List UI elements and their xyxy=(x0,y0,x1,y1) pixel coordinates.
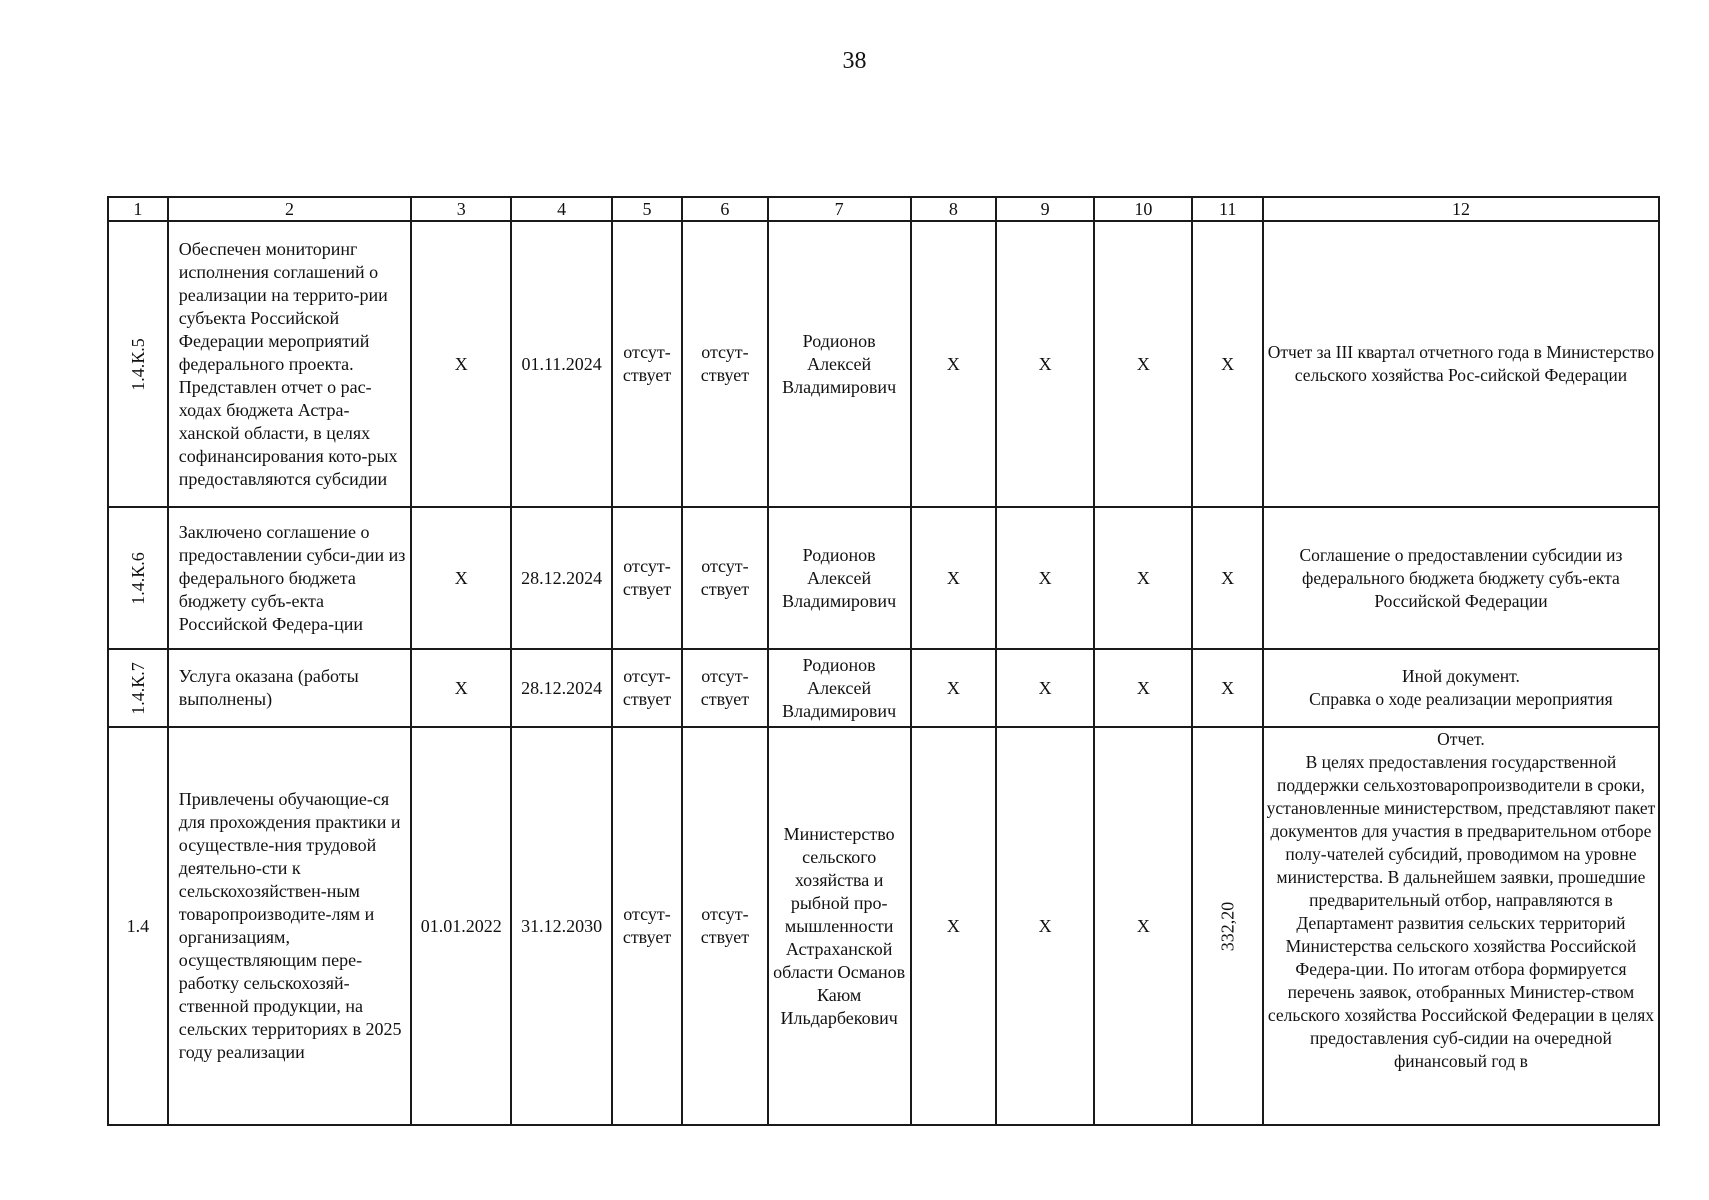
col11-cell: X xyxy=(1192,649,1262,727)
col5-cell: отсут-ствует xyxy=(612,649,682,727)
header-cell: 1 xyxy=(108,197,168,221)
responsible-cell: Родионов Алексей Владимирович xyxy=(768,221,911,507)
header-cell: 7 xyxy=(768,197,911,221)
table-row xyxy=(108,649,1659,727)
row-code-cell xyxy=(108,649,168,727)
col11-cell: X xyxy=(1192,507,1262,649)
result-cell: Привлечены обучающие-ся для прохождения практики и осуществле-ния трудовой деятельно-сти к сельскохозяйствен-ным товаропроизводите-лям и организациям, осуществляющим пере-работку сельскохозяй-ственной продукции, на сельских территориях в 2025 году реализации xyxy=(168,727,411,1125)
document-title: Отчет. xyxy=(1437,729,1485,749)
document-text: Справка о ходе реализации мероприятия xyxy=(1309,689,1613,709)
table-row xyxy=(108,221,1659,507)
end-date-cell: 31.12.2030 xyxy=(511,727,611,1125)
header-cell: 11 xyxy=(1192,197,1262,221)
col8-cell: X xyxy=(911,507,996,649)
col9-cell: X xyxy=(996,221,1094,507)
page-number: 38 xyxy=(842,48,867,74)
col6-cell: отсут-ствует xyxy=(682,727,767,1125)
col11-cell xyxy=(1192,727,1262,1125)
header-cell: 4 xyxy=(511,197,611,221)
col11-cell: X xyxy=(1192,221,1262,507)
header-cell: 12 xyxy=(1263,197,1659,221)
start-date-cell: X xyxy=(411,649,511,727)
row-code: 1.4.К.6 xyxy=(127,551,148,605)
table-row xyxy=(108,507,1659,649)
col10-cell: X xyxy=(1094,221,1192,507)
col9-cell: X xyxy=(996,649,1094,727)
end-date-cell: 28.12.2024 xyxy=(511,507,611,649)
header-cell: 2 xyxy=(168,197,411,221)
col8-cell: X xyxy=(911,727,996,1125)
table-row xyxy=(108,727,1659,1125)
col10-cell: X xyxy=(1094,649,1192,727)
responsible-cell: Министерство сельского хозяйства и рыбной про-мышленности Астраханской области Османов Каюм Ильдарбекович xyxy=(768,727,911,1125)
end-date-cell: 28.12.2024 xyxy=(511,649,611,727)
row-code: 1.4.К.7 xyxy=(127,661,148,715)
end-date-cell: 01.11.2024 xyxy=(511,221,611,507)
responsible-cell: Родионов Алексей Владимирович xyxy=(768,649,911,727)
start-date-cell: X xyxy=(411,507,511,649)
result-cell: Обеспечен мониторинг исполнения соглашений о реализации на террито-рии субъекта Российской Федерации мероприятий федерального проекта. Представлен отчет о рас-ходах бюджета Астра-ханской области, в целях софинансирования кото-рых предоставляются субсидии xyxy=(168,221,411,507)
start-date-cell: 01.01.2022 xyxy=(411,727,511,1125)
result-cell: Заключено соглашение о предоставлении субси-дии из федерального бюджета бюджету субъ-екта Российской Федера-ции xyxy=(168,507,411,649)
document-text: В целях предоставления государственной поддержки сельхозтоваропроизводители в сроки, установленные министерством, представляют пакет документов для участия в предварительном отборе полу-чателей субсидий, проводимом на уровне министерства. В дальнейшем заявки, прошедшие предварительный отбор, направляются в Департамент развития сельских территорий Министерства сельского хозяйства Российской Федера-ции. По итогам отбора формируется перечень заявок, отобранных Министер-ством сельского хозяйства Российской Федерации в целях предоставления суб-сидии на очередной финансовый год в xyxy=(1266,752,1656,1071)
start-date-cell: X xyxy=(411,221,511,507)
col5-cell: отсут-ствует xyxy=(612,727,682,1125)
row-code-cell: 1.4 xyxy=(108,727,168,1125)
col8-cell: X xyxy=(911,649,996,727)
document-cell xyxy=(1263,727,1659,1125)
header-row xyxy=(108,197,1659,221)
document-title: Иной документ. xyxy=(1402,666,1520,686)
header-cell: 10 xyxy=(1094,197,1192,221)
col5-cell: отсут-ствует xyxy=(612,221,682,507)
col10-cell: X xyxy=(1094,507,1192,649)
responsible-cell: Родионов Алексей Владимирович xyxy=(768,507,911,649)
col10-cell: X xyxy=(1094,727,1192,1125)
budget-value: 332,20 xyxy=(1217,901,1238,951)
col9-cell: X xyxy=(996,507,1094,649)
header-cell: 8 xyxy=(911,197,996,221)
row-code-cell xyxy=(108,221,168,507)
row-code-cell xyxy=(108,507,168,649)
col6-cell: отсут-ствует xyxy=(682,221,767,507)
col6-cell: отсут-ствует xyxy=(682,507,767,649)
plan-table xyxy=(107,196,1660,1126)
header-cell: 5 xyxy=(612,197,682,221)
header-cell: 9 xyxy=(996,197,1094,221)
col6-cell: отсут-ствует xyxy=(682,649,767,727)
col8-cell: X xyxy=(911,221,996,507)
row-code: 1.4.К.5 xyxy=(127,337,148,391)
header-cell: 3 xyxy=(411,197,511,221)
document-cell: Отчет за III квартал отчетного года в Министерство сельского хозяйства Рос-сийской Федерации xyxy=(1263,221,1659,507)
document-cell xyxy=(1263,649,1659,727)
header-cell: 6 xyxy=(682,197,767,221)
col5-cell: отсут-ствует xyxy=(612,507,682,649)
result-cell: Услуга оказана (работы выполнены) xyxy=(168,649,411,727)
document-cell: Соглашение о предоставлении субсидии из федерального бюджета бюджету субъ-екта Российской Федерации xyxy=(1263,507,1659,649)
col9-cell: X xyxy=(996,727,1094,1125)
